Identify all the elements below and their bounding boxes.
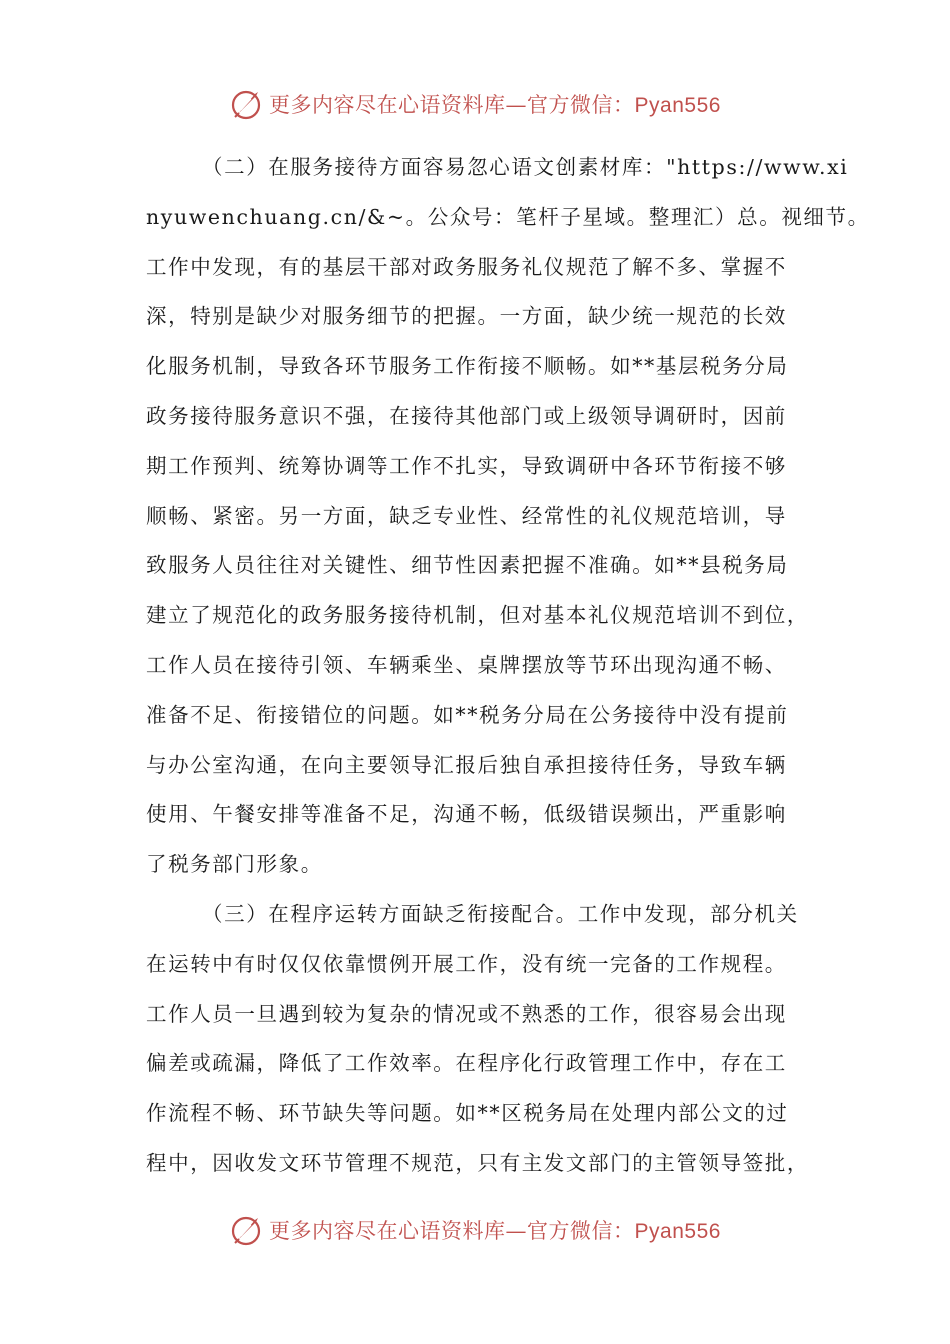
text-line: 致服务人员往往对关键性、细节性因素把握不准确。如**县税务局 — [146, 553, 789, 578]
document-body — [146, 143, 870, 1189]
footer-banner-label: 更多内容尽在心语资料库—官方微信： — [269, 1219, 635, 1243]
text-line: 作流程不畅、环节缺失等问题。如**区税务局在处理内部公文的过 — [146, 1101, 789, 1126]
text-line: 期工作预判、统筹协调等工作不扎实，导致调研中各环节衔接不够 — [146, 453, 787, 478]
text-line: 准备不足、衔接错位的问题。如**税务分局在公务接待中没有提前 — [146, 702, 789, 727]
text-line: 建立了规范化的政务服务接待机制，但对基本礼仪规范培训不到位， — [146, 603, 809, 628]
footer-banner — [0, 1208, 950, 1252]
text-line: 化服务机制，导致各环节服务工作衔接不顺畅。如**基层税务分局 — [146, 354, 789, 379]
text-line: 偏差或疏漏，降低了工作效率。在程序化行政管理工作中，存在工 — [146, 1051, 787, 1076]
text-line: nyuwenchuang.cn/&~。公众号：笔杆子星域。整理汇）总。视细节。 — [146, 204, 870, 229]
footer-banner-text — [269, 1215, 721, 1245]
footer-wechat-id: Pyan556 — [634, 1220, 721, 1243]
text-line: 工作人员一旦遇到较为复杂的情况或不熟悉的工作，很容易会出现 — [146, 1001, 787, 1026]
text-line: （三）在程序运转方面缺乏衔接配合。工作中发现，部分机关 — [202, 901, 799, 926]
header-wechat-id: Pyan556 — [634, 94, 721, 117]
text-line: 使用、午餐安排等准备不足，沟通不畅，低级错误频出，严重影响 — [146, 802, 787, 827]
text-line: 与办公室沟通，在向主要领导汇报后独自承担接待任务，导致车辆 — [146, 752, 787, 777]
quill-pen-logo-icon — [229, 86, 265, 122]
text-line: （二）在服务接待方面容易忽心语文创素材库："https://www.xi — [202, 155, 849, 179]
text-line: 工作人员在接待引领、车辆乘坐、桌牌摆放等节环出现沟通不畅、 — [146, 652, 787, 677]
text-line: 工作中发现，有的基层干部对政务服务礼仪规范了解不多、掌握不 — [146, 254, 787, 279]
text-line: 顺畅、紧密。另一方面，缺乏专业性、经常性的礼仪规范培训，导 — [146, 503, 787, 528]
text-line: 了税务部门形象。 — [146, 852, 323, 877]
header-banner-text — [269, 89, 721, 119]
text-line: 深，特别是缺少对服务细节的把握。一方面，缺少统一规范的长效 — [146, 304, 787, 329]
text-line: 政务接待服务意识不强，在接待其他部门或上级领导调研时，因前 — [146, 403, 787, 428]
quill-pen-logo-icon — [229, 1212, 265, 1248]
text-line: 程中，因收发文环节管理不规范，只有主发文部门的主管领导签批， — [146, 1150, 809, 1175]
text-line: 在运转中有时仅仅依靠惯例开展工作，没有统一完备的工作规程。 — [146, 951, 787, 976]
header-banner-label: 更多内容尽在心语资料库—官方微信： — [269, 93, 635, 117]
header-banner — [0, 82, 950, 126]
